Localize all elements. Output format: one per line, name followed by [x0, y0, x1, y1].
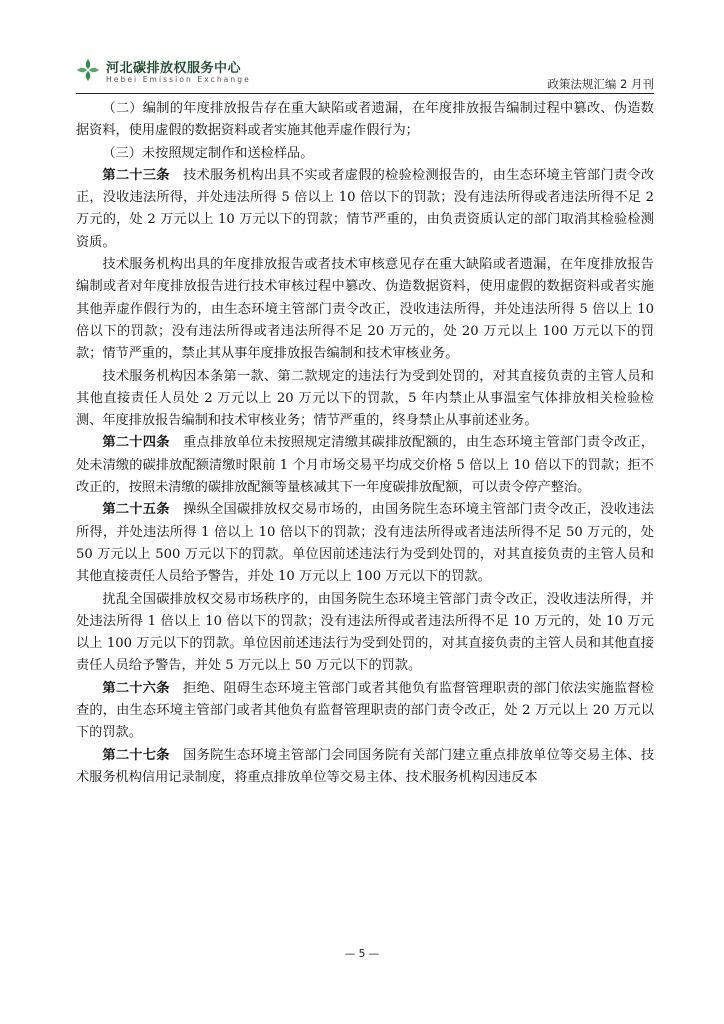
paragraph-item-3: （三）未按照规定制作和送检样品。: [102, 145, 314, 161]
article-26-heading: 第二十六条: [102, 680, 170, 696]
paragraph-item-2: （二）编制的年度排放报告存在重大缺陷或者遗漏，在年度排放报告编制过程中篡改、伪造数据资料，使用虚假的数据资料或者实施其他弄虚作假行为；: [76, 101, 654, 139]
cross-leaf-logo-icon: [76, 58, 100, 82]
page-number: — 5 —: [344, 948, 380, 960]
article-27-text: 国务院生态环境主管部门会同国务院有关部门建立重点排放单位等交易主体、技术服务机构信用记录制度，将重点排放单位等交易主体、技术服务机构因违反本: [76, 747, 655, 785]
article-25-heading: 第二十五条: [102, 502, 170, 518]
article-27: [76, 745, 654, 790]
article-26: [76, 678, 654, 745]
article-24-text: 重点排放单位未按照规定清缴其碳排放配额的，由生态环境主管部门责令改正，处未清缴的碳排放配额清缴时限前 1 个月市场交易平均成交价格 5 倍以上 10 倍以下的罚款；拒不改正的，按照未清缴的碳排放配额等量核减其下一年度碳排放配额，可以责令停产整治。: [76, 435, 655, 496]
article-27-heading: 第二十七条: [102, 747, 170, 763]
article-23-text: 技术服务机构出具不实或者虚假的检验检测报告的，由生态环境主管部门责令改正，没收违法所得，并处违法所得 5 倍以上 10 倍以下的罚款；没有违法所得或者违法所得不足 2 万元的，处 2 万元以上 10 万元以下的罚款；情节严重的，由负责资质认定的部门取消其检验检测资质。: [76, 167, 655, 250]
article-23-heading: 第二十三条: [102, 167, 170, 183]
org-name-en: Hebei Emission Exchange: [106, 75, 251, 84]
article-25: [76, 499, 654, 588]
article-23-para-2: 技术服务机构出具的年度排放报告或者技术审核意见存在重大缺陷或者遗漏，在年度排放报告编制或者对年度排放报告进行技术审核过程中篡改、伪造数据资料，使用虚假的数据资料或者实施其他弄虚作假行为的，由生态环境主管部门责令改正，没收违法所得，并处违法所得 5 倍以上 10 倍以下的罚款；没有违法所得或者违法所得不足 20 万元的，处 20 万元以上 100 万元以下的罚款；情节严重的，禁止其从事年度排放报告编制和技术审核业务。: [76, 257, 654, 362]
article-25-para-2: 扰乱全国碳排放权交易市场秩序的，由国务院生态环境主管部门责令改正，没收违法所得，并处违法所得 1 倍以上 10 倍以下的罚款；没有违法所得或者违法所得不足 10 万元的，处 10 万元以上 100 万元以下的罚款。单位因前述违法行为受到处罚的，对其直接负责的主管人员和其他直接责任人员给予警告，并处 5 万元以上 50 万元以下的罚款。: [76, 591, 654, 674]
publication-title: 政策法规汇编 2 月刊: [547, 77, 654, 91]
org-name-cn: 河北碳排放权服务中心: [106, 61, 242, 76]
article-25-text: 操纵全国碳排放权交易市场的，由国务院生态环境主管部门责令改正，没收违法所得，并处违法所得 1 倍以上 10 倍以下的罚款；没有违法所得或者违法所得不足 50 万元的，处 50 万元以上 500 万元以下的罚款。单位因前述违法行为受到处罚的，对其直接负责的主管人员和其他直接责任人员给予警告，并处 10 万元以上 100 万元以下的罚款。: [76, 502, 655, 585]
article-24-heading: 第二十四条: [102, 435, 170, 451]
document-body: [76, 98, 654, 789]
header-divider: [76, 93, 654, 94]
article-24: [76, 432, 654, 499]
article-23: [76, 165, 654, 254]
article-26-text: 拒绝、阻碍生态环境主管部门或者其他负有监督管理职责的部门依法实施监督检查的，由生态环境主管部门或者其他负有监督管理职责的部门责令改正，处 2 万元以上 20 万元以下的罚款。: [76, 680, 655, 741]
article-23-para-3: 技术服务机构因本条第一款、第二款规定的违法行为受到处罚的，对其直接负责的主管人员和其他直接责任人员处 2 万元以上 20 万元以下的罚款，5 年内禁止从事温室气体排放相关检验检测、年度排放报告编制和技术审核业务；情节严重的，终身禁止从事前述业务。: [76, 368, 654, 429]
page-header: [76, 56, 654, 94]
